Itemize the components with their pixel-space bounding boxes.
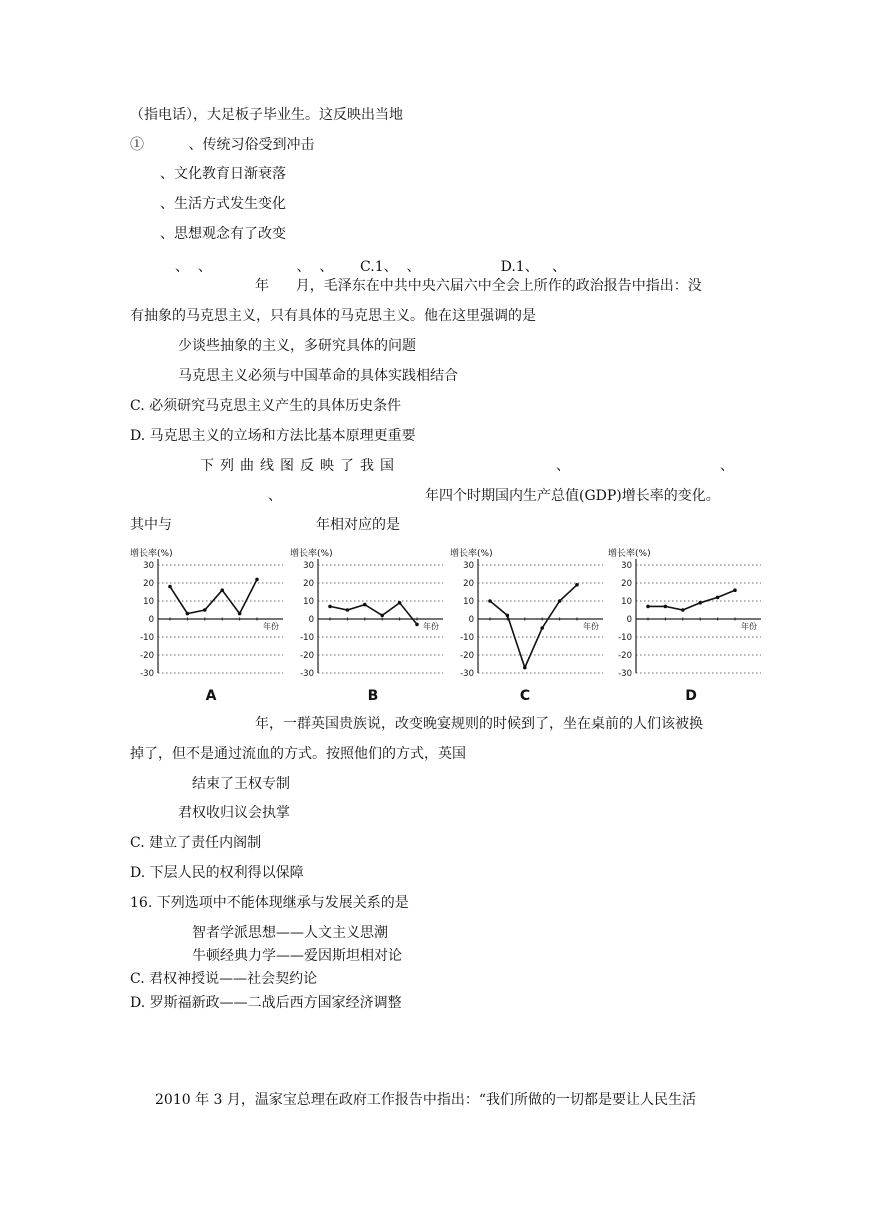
data-point [575, 583, 579, 587]
option-line: 、思想观念有了改变 [160, 226, 286, 242]
y-tick-label: 10 [463, 597, 474, 607]
y-axis-label: 增长率(%) [608, 549, 651, 559]
x-axis-label: 年份 [583, 622, 599, 631]
data-point [398, 601, 402, 605]
y-tick-label: -10 [140, 633, 154, 643]
option-a: 结束了王权专制 [192, 776, 290, 792]
data-point [186, 612, 190, 616]
chart-label-a: A [205, 688, 217, 704]
y-tick-label: -30 [618, 669, 632, 679]
question-stem: 年，一群英国贵族说，改变晚宴规则的时候到了，坐在桌前的人们该被换 [255, 716, 703, 732]
y-tick-label: 20 [143, 579, 154, 589]
chart-d [606, 545, 766, 710]
y-tick-label: 10 [621, 597, 632, 607]
y-tick-label: 10 [143, 597, 154, 607]
data-point [646, 605, 650, 609]
data-point [540, 626, 544, 630]
question-stem: 年 月，毛泽东在中共中央六届六中全会上所作的政治报告中指出：没 [255, 278, 702, 294]
y-axis-label: 增长率(%) [130, 549, 173, 559]
text-fragment: 、 [556, 458, 570, 474]
y-tick-label: -20 [140, 651, 154, 661]
data-point [558, 599, 562, 603]
chart-label-d: D [685, 688, 697, 704]
data-point [664, 605, 668, 609]
y-tick-label: 30 [303, 561, 314, 571]
series-line [170, 579, 257, 613]
chart-b-svg [288, 545, 448, 710]
y-tick-label: -20 [618, 651, 632, 661]
data-point [363, 603, 367, 607]
y-tick-label: 30 [463, 561, 474, 571]
series-line [648, 590, 735, 610]
answer-choices-line: 、 、 、 、 C.1、 、 D.1、 、 [175, 259, 567, 275]
y-tick-label: 20 [303, 579, 314, 589]
data-point [488, 599, 492, 603]
question-stem: 有抽象的马克思主义，只有具体的马克思主义。他在这里强调的是 [130, 308, 536, 324]
data-point [698, 601, 702, 605]
y-tick-label: 30 [621, 561, 632, 571]
option-c: C. 建立了责任内阁制 [130, 835, 262, 851]
y-tick-label: -30 [460, 669, 474, 679]
text-fragment: 、 [268, 488, 282, 504]
x-axis-label: 年份 [741, 622, 757, 631]
chart-c-svg [448, 545, 608, 710]
option-a: 智者学派思想——人文主义思潮 [192, 925, 388, 941]
question-stem: 下列曲线图反映了我国 [200, 458, 400, 474]
option-line: ① 、传统习俗受到冲击 [130, 137, 315, 153]
data-point [506, 614, 510, 618]
option-line: 、生活方式发生变化 [160, 196, 286, 212]
option-b: 牛顿经典力学——爱因斯坦相对论 [192, 948, 402, 964]
chart-label-b: B [367, 688, 379, 704]
data-point [238, 612, 242, 616]
option-d: D. 下层人民的权利得以保障 [130, 865, 304, 881]
data-point [255, 578, 259, 582]
data-point [733, 588, 737, 592]
data-point [415, 623, 419, 627]
y-tick-label: 10 [303, 597, 314, 607]
option-c: C. 君权神授说——社会契约论 [130, 971, 318, 987]
data-point [716, 596, 720, 600]
y-tick-label: 0 [148, 615, 154, 625]
y-tick-label: -20 [300, 651, 314, 661]
data-point [203, 608, 207, 612]
data-point [220, 588, 224, 592]
chart-label-c: C [519, 688, 531, 704]
y-tick-label: 0 [468, 615, 474, 625]
text-line: （指电话），大足板子毕业生。这反映出当地 [130, 107, 403, 123]
chart-a [128, 545, 288, 710]
series-line [330, 603, 417, 625]
question-stem: 其中与 [130, 517, 172, 533]
x-axis-label: 年份 [263, 622, 279, 631]
y-tick-label: 20 [621, 579, 632, 589]
y-axis-label: 增长率(%) [450, 549, 493, 559]
y-tick-label: 30 [143, 561, 154, 571]
y-tick-label: -20 [460, 651, 474, 661]
y-axis-label: 增长率(%) [290, 549, 333, 559]
option-b: 马克思主义必须与中国革命的具体实践相结合 [178, 368, 458, 384]
y-tick-label: 20 [463, 579, 474, 589]
option-b: 君权收归议会执掌 [178, 805, 290, 821]
question-stem: 年四个时期国内生产总值(GDP)增长率的变化。 [425, 488, 720, 504]
question-stem: 掉了，但不是通过流血的方式。按照他们的方式，英国 [130, 746, 466, 762]
y-tick-label: -10 [300, 633, 314, 643]
text-fragment: 、 [720, 458, 734, 474]
question-stem: 年相对应的是 [316, 517, 400, 533]
x-axis-label: 年份 [423, 622, 439, 631]
y-tick-label: 0 [626, 615, 632, 625]
data-point [328, 605, 332, 609]
option-a: 少谈些抽象的主义，多研究具体的问题 [178, 338, 416, 354]
data-point [380, 614, 384, 618]
option-line: 、文化教育日渐衰落 [160, 166, 286, 182]
y-tick-label: -30 [300, 669, 314, 679]
option-d: D. 马克思主义的立场和方法比基本原理更重要 [130, 428, 416, 444]
question-stem: 16. 下列选项中不能体现继承与发展关系的是 [130, 895, 409, 911]
y-tick-label: 0 [308, 615, 314, 625]
chart-c [448, 545, 608, 710]
option-c: C. 必须研究马克思主义产生的具体历史条件 [130, 398, 402, 414]
data-point [168, 585, 172, 589]
y-tick-label: -30 [140, 669, 154, 679]
question-stem: 2010 年 3 月，温家宝总理在政府工作报告中指出：“我们所做的一切都是要让人民生活 [155, 1092, 697, 1108]
data-point [523, 666, 527, 670]
y-tick-label: -10 [460, 633, 474, 643]
data-point [681, 608, 685, 612]
chart-a-svg [128, 545, 288, 710]
option-d: D. 罗斯福新政——二战后西方国家经济调整 [130, 995, 402, 1011]
chart-d-svg [606, 545, 766, 710]
data-point [346, 608, 350, 612]
y-tick-label: -10 [618, 633, 632, 643]
chart-b [288, 545, 448, 710]
